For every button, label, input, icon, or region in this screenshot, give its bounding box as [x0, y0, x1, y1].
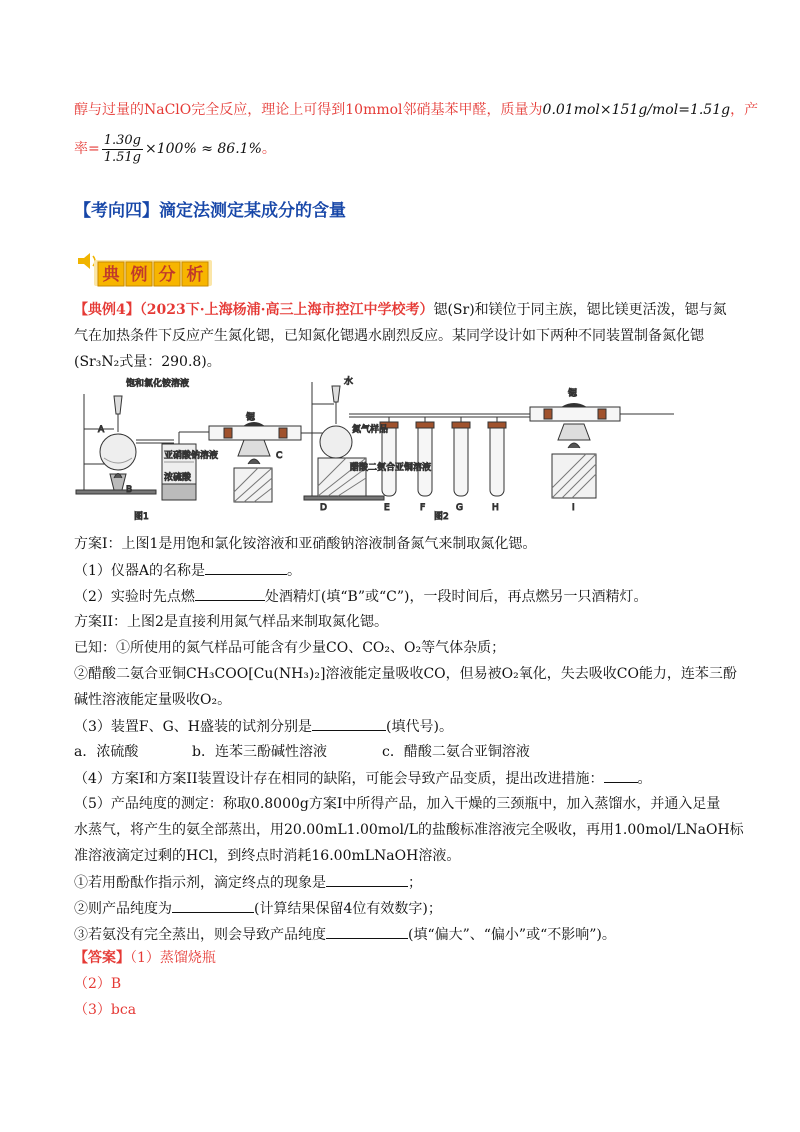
answer-blank-1[interactable] — [205, 560, 287, 575]
answer-blank-5[interactable] — [326, 872, 408, 887]
figure-2 — [304, 375, 674, 522]
answer-blank-7[interactable] — [326, 924, 408, 939]
question-5-1: ①若用酚酞作指示剂，滴定终点的现象是 ； — [74, 872, 422, 893]
scheme-2-text: 方案II：上图2是直接利用氮气样品来制取氮化锶。 — [74, 614, 388, 630]
question-2: （2）实验时先点燃 处酒精灯(填“B”或“C”)，一段时间后，再点燃另一只酒精灯。 — [74, 586, 647, 607]
question-3: （3）装置F、G、H盛装的试剂分别是 (填代号)。 — [74, 716, 453, 737]
answer-blank-4[interactable] — [604, 768, 638, 783]
banner-char-3: 分 — [158, 265, 176, 285]
yield-formula: ×100% ≈ 86.1% — [145, 141, 262, 157]
option-b: b．连苯三酚碱性溶液 — [192, 744, 327, 760]
svg-text:醋酸二氨合亚铜溶液: 醋酸二氨合亚铜溶液 — [350, 463, 432, 473]
example-banner — [74, 246, 224, 288]
svg-text:锶: 锶 — [568, 389, 578, 399]
svg-text:浓硫酸: 浓硫酸 — [164, 473, 192, 483]
figure-1 — [76, 377, 332, 522]
question-5-3: ③若氨没有完全蒸出，则会导致产品纯度 (填“偏大”、“偏小”或“不影响”)。 — [74, 924, 616, 945]
banner-char-1: 典 — [102, 265, 120, 285]
scheme-1-text: 方案I：上图1是用饱和氯化铵溶液和亚硝酸钠溶液制备氮气来制取氮化锶。 — [74, 536, 537, 552]
banner-char-2: 例 — [130, 265, 148, 285]
section-title: 【考向四】滴定法测定某成分的含量 — [74, 201, 346, 221]
option-c: c．醋酸二氨合亚铜溶液 — [382, 744, 530, 760]
yield-fraction: $\frac{1.30g}{1.51g}$ — [103, 132, 142, 165]
svg-text:F: F — [420, 503, 426, 513]
answer-line-2: （2）B — [74, 976, 122, 992]
question-5-line-3: 准溶液滴定过剩的HCl，到终点时消耗16.00mLNaOH溶液。 — [74, 848, 461, 864]
svg-text:D: D — [320, 503, 327, 513]
example-tag: 【典例4】 — [74, 302, 140, 318]
answer-tag: 【答案】 — [74, 950, 130, 966]
intro-tail: ，产 — [730, 102, 759, 118]
intro-line-2: 率= $\frac{1.30g}{1.51g}$ ×100% ≈ 86.1%。 — [74, 132, 276, 165]
answer-blank-6[interactable] — [172, 898, 254, 913]
svg-text:水: 水 — [344, 377, 354, 387]
example-line-2: 气在加热条件下反应产生氮化锶，已知氮化锶遇水剧烈反应。某同学设计如下两种不同装置制备氮化锶 — [74, 328, 704, 344]
svg-text:I: I — [572, 503, 575, 513]
apparatus-figure — [74, 374, 710, 524]
svg-text:C: C — [276, 451, 283, 461]
svg-text:G: G — [456, 503, 463, 513]
yield-label: 率= — [74, 141, 100, 157]
fig2-caption: 图2 — [434, 512, 449, 522]
question-5-line-2: 水蒸气，将产生的氨全部蒸出，用20.00mL1.00mol/L的盐酸标准溶液完全吸收，再用1.00mol/LNaOH标 — [74, 822, 744, 838]
option-a: a．浓硫酸 — [74, 744, 139, 760]
intro-text: 醇与过量的NaClO完全反应，理论上可得到10mmol邻硝基苯甲醛，质量为 — [74, 102, 543, 118]
intro-line-1 — [74, 100, 758, 120]
example-line-3: (Sr₃N₂式量：290.8)。 — [74, 354, 221, 370]
example-line-1: 【典例4】（2023下·上海杨浦·高三上海市控江中学校考）锶(Sr)和镁位于同主族，锶比镁更活泼，锶与氮 — [74, 302, 727, 318]
svg-text:A: A — [98, 425, 105, 435]
svg-text:饱和氯化铵溶液: 饱和氯化铵溶液 — [126, 379, 190, 389]
banner-char-4: 析 — [186, 265, 204, 285]
question-1: （1）仪器A的名称是 。 — [74, 560, 301, 581]
svg-text:B: B — [126, 485, 133, 495]
question-5-2: ②则产品纯度为 (计算结果保留4位有效数字)； — [74, 898, 442, 919]
known-2-cont: 碱性溶液能定量吸收O₂。 — [74, 692, 232, 708]
known-1: 已知：①所使用的氮气样品可能含有少量CO、CO₂、O₂等气体杂质； — [74, 640, 506, 656]
answer-line-3: （3）bca — [74, 1002, 137, 1018]
answer-blank-2[interactable] — [195, 586, 265, 601]
svg-text:亚硝酸钠溶液: 亚硝酸钠溶液 — [164, 451, 219, 461]
answer-blank-3[interactable] — [312, 716, 386, 731]
example-source: （2023下·上海杨浦·高三上海市控江中学校考） — [139, 302, 434, 318]
answer-line-1: 【答案】（1）蒸馏烧瓶 — [74, 950, 216, 966]
question-4: （4）方案I和方案II装置设计存在相同的缺陷，可能会导致产品变质，提出改进措施： 。 — [74, 768, 652, 789]
speaker-icon — [78, 253, 95, 269]
mass-formula: 0.01mol×151g/mol=1.51g — [542, 102, 731, 118]
svg-text:H: H — [492, 503, 499, 513]
known-2: ②醋酸二氨合亚铜CH₃COO[Cu(NH₃)₂]溶液能定量吸收CO，但易被O₂氧化，失去吸收CO能力，连苯三酚 — [74, 666, 737, 682]
fig1-caption: 图1 — [134, 512, 149, 522]
svg-text:氮气样品: 氮气样品 — [352, 425, 389, 435]
question-5-line-1: （5）产品纯度的测定：称取0.8000g方案I中所得产品，加入干燥的三颈瓶中，加入蒸馏水，并通入足量 — [74, 796, 721, 812]
svg-text:E: E — [384, 503, 390, 513]
svg-text:锶: 锶 — [246, 413, 256, 423]
